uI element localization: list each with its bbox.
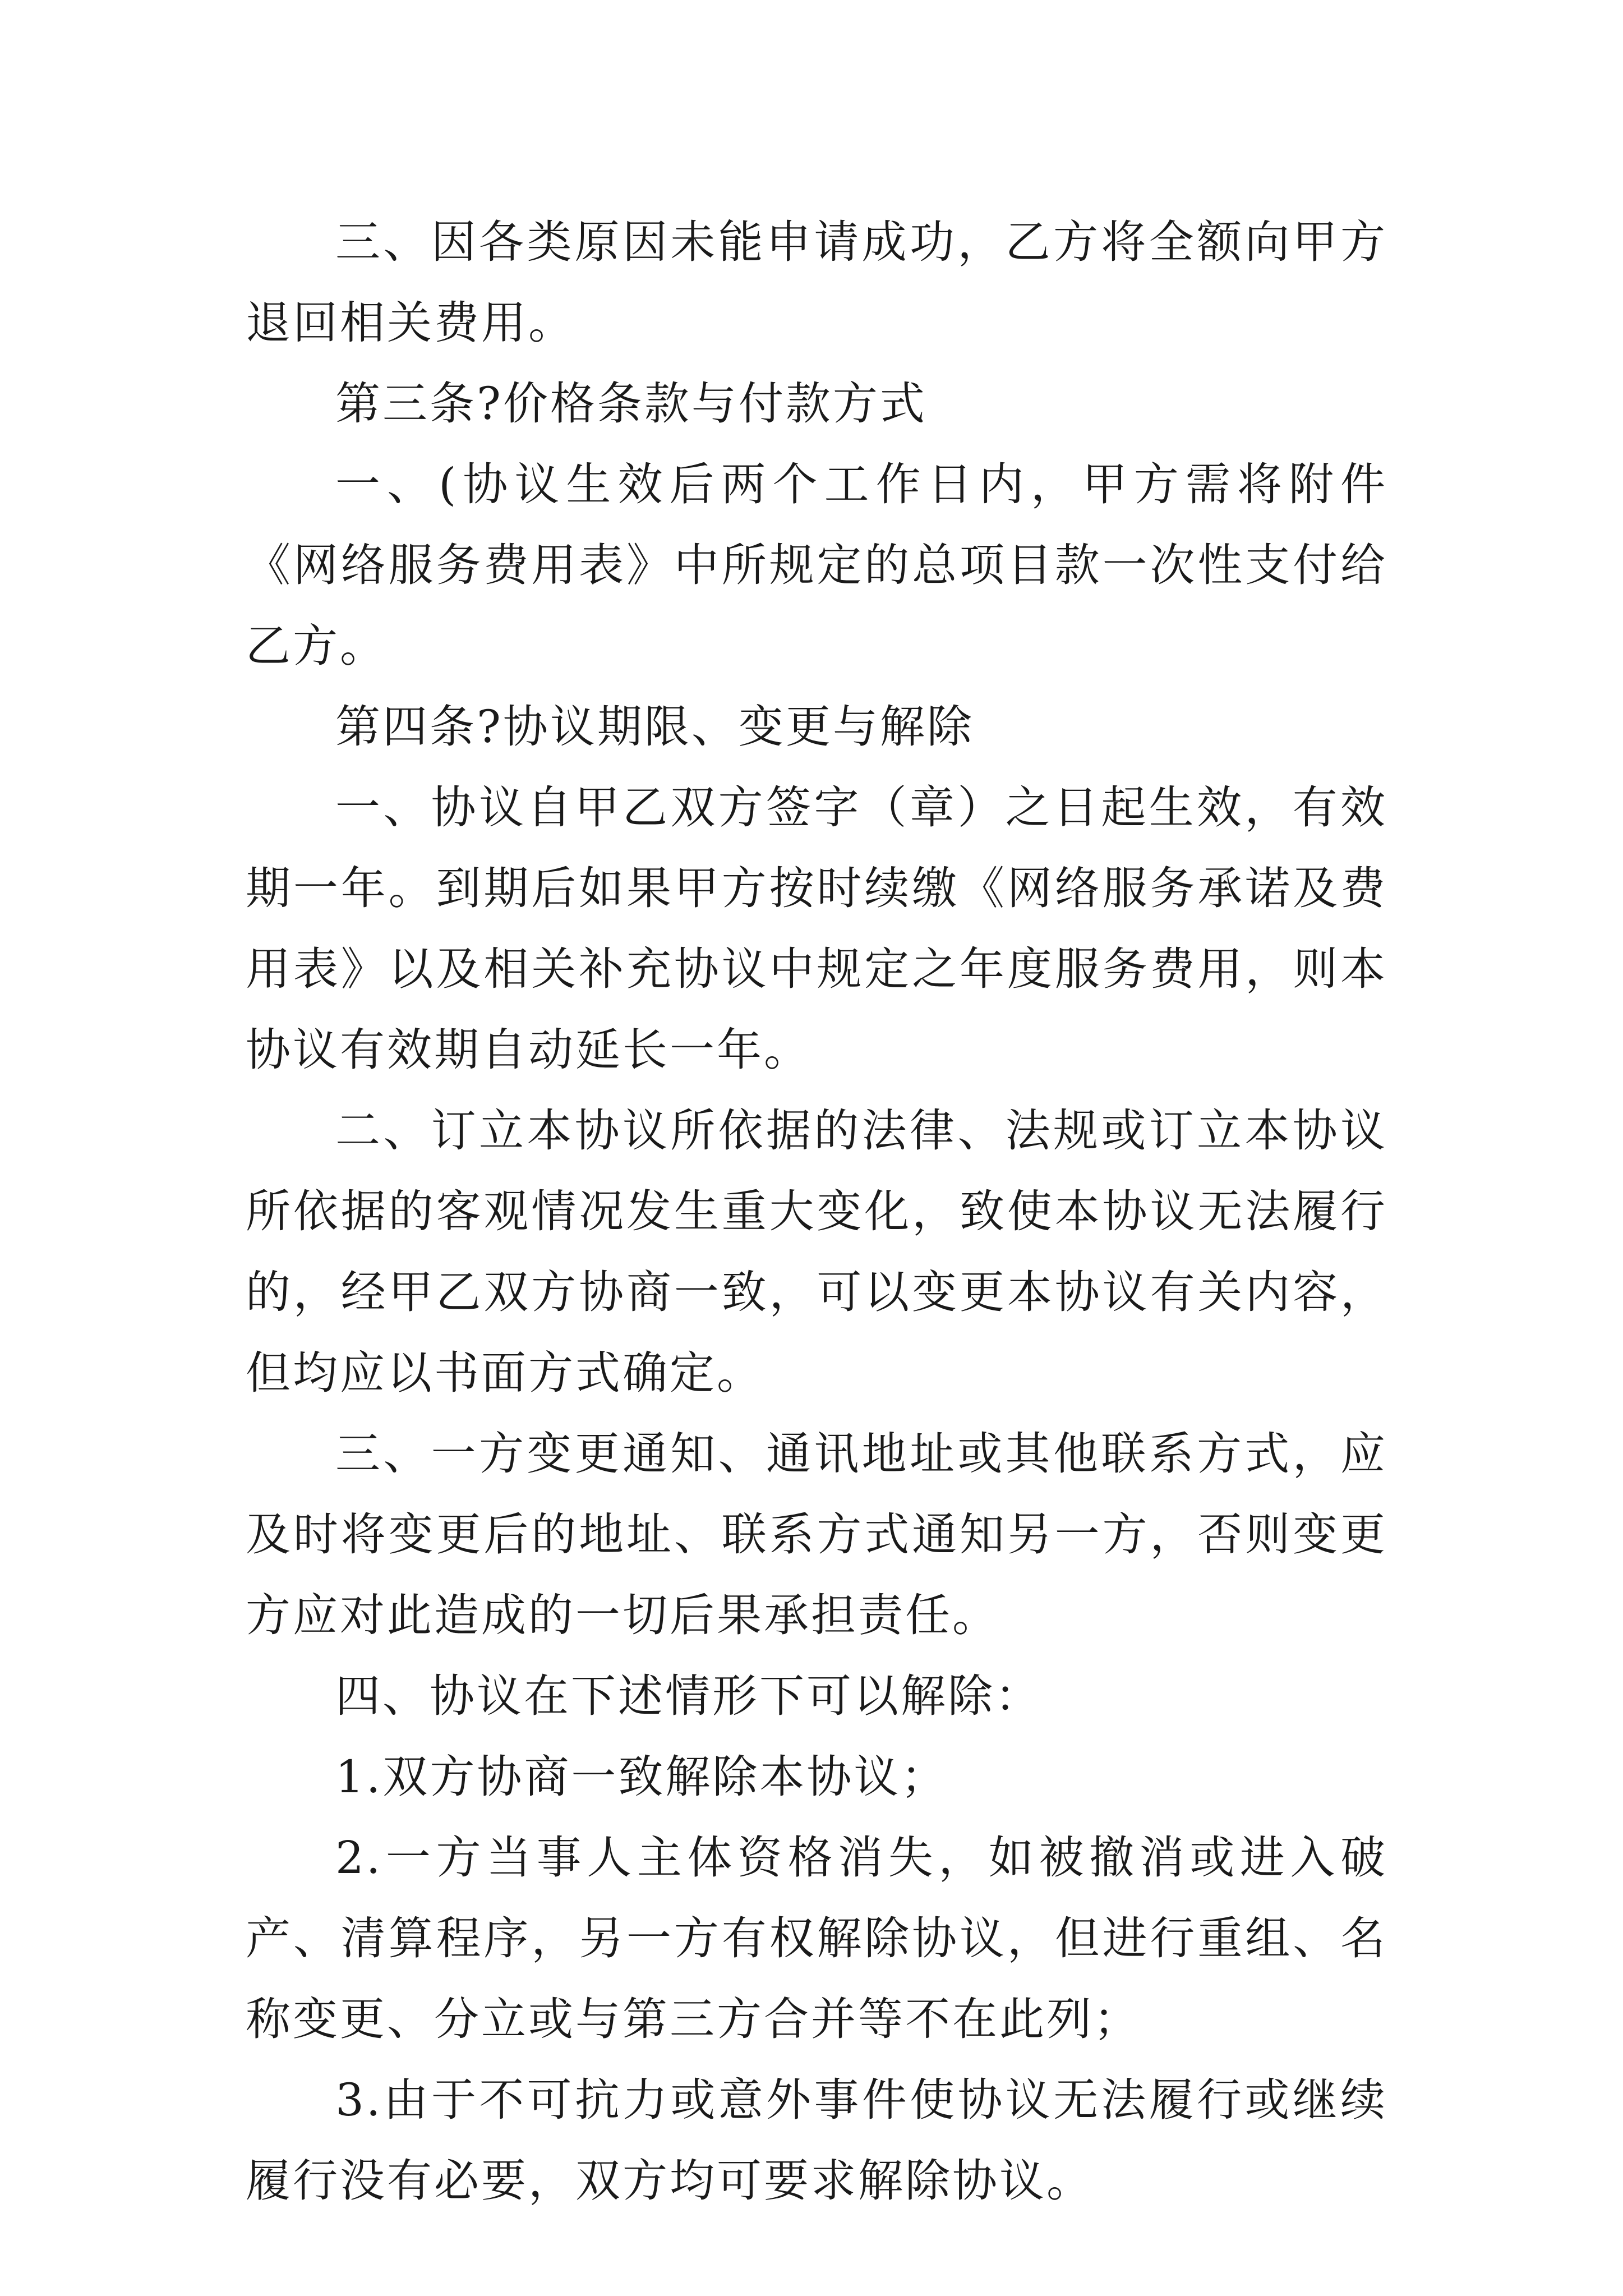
- list-item-3: 3.由于不可抗力或意外事件使协议无法履行或继续履行没有必要，双方均可要求解除协议。: [246, 2074, 1387, 2207]
- paragraph-notice: 三、一方变更通知、通讯地址或其他联系方式，应及时将变更后的地址、联系方式通知另一方，否则变更方应对此造成的一切后果承担责任。: [246, 1428, 1387, 1641]
- termination-heading: 四、协议在下述情形下可以解除：: [335, 1670, 1042, 1722]
- paragraph-term: 一、协议自甲乙双方签字（章）之日起生效，有效期一年。到期后如果甲方按时续缴《网络服务承诺及费用表》以及相关补充协议中规定之年度服务费用，则本协议有效期自动延长一年。: [246, 781, 1387, 1076]
- article-3-heading: 第三条?价格条款与付款方式: [335, 378, 927, 430]
- list-item-1: 1.双方协商一致解除本协议；: [335, 1751, 948, 1803]
- document-body: [246, 202, 1387, 2221]
- article-4-heading: 第四条?协议期限、变更与解除: [335, 701, 974, 753]
- paragraph-payment: 一、(协议生效后两个工作日内，甲方需将附件《网络服务费用表》中所规定的总项目款一次性支付给乙方。: [246, 458, 1387, 672]
- paragraph-change: 二、订立本协议所依据的法律、法规或订立本协议所依据的客观情况发生重大变化，致使本协议无法履行的，经甲乙双方协商一致，可以变更本协议有关内容，但均应以书面方式确定。: [246, 1105, 1387, 1399]
- list-item-2: 2.一方当事人主体资格消失，如被撤消或进入破产、清算程序，另一方有权解除协议，但进行重组、名称变更、分立或与第三方合并等不在此列；: [246, 1832, 1387, 2045]
- paragraph-refund: 三、因各类原因未能申请成功，乙方将全额向甲方退回相关费用。: [246, 216, 1387, 349]
